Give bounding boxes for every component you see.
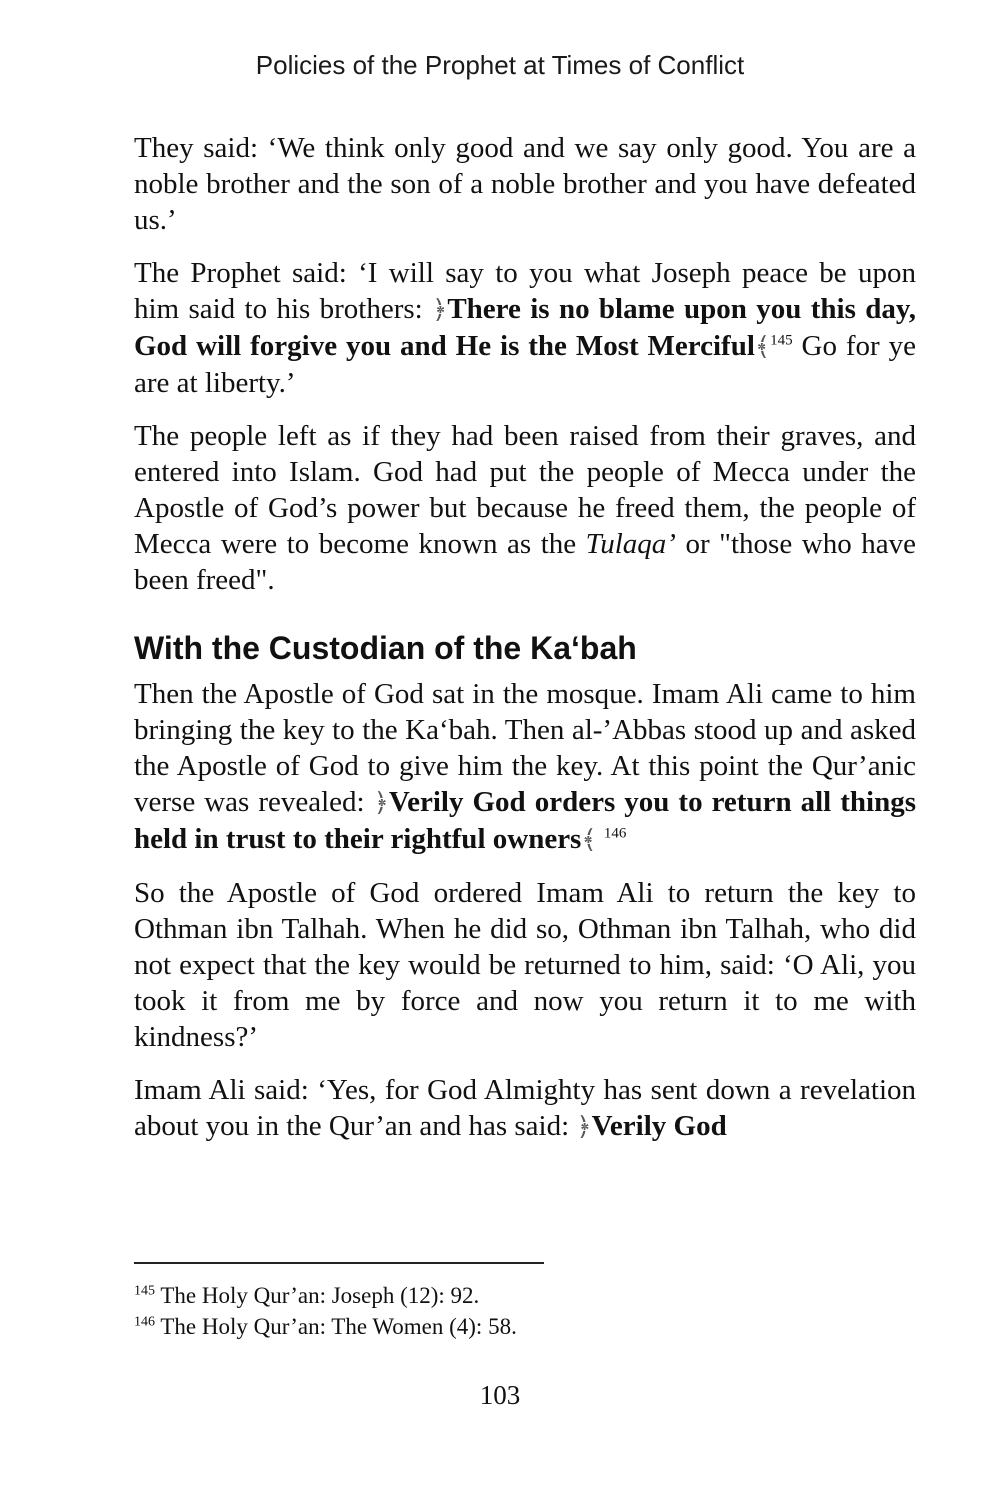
footnote-text: The Holy Qur’an: Joseph (12): 92. xyxy=(155,1283,480,1308)
paragraph-5: So the Apostle of God ordered Imam Ali to return the key to Othman ibn Talhah. When he did so, Othman ibn Talhah, who did not expect that the key would be returned to him, said: ‘O Ali, you took it from me by force and now you return it to me with kindness?’ xyxy=(134,877,916,1053)
footnote-number: 146 xyxy=(134,1314,155,1330)
paragraph-6 xyxy=(134,1072,916,1145)
paragraph-3 xyxy=(134,418,916,598)
footnote-number: 145 xyxy=(134,1283,155,1299)
paragraph-2-text: The Prophet said: ‘I will say to you what Joseph peace be upon him said to his brothers: xyxy=(134,257,916,325)
paragraph-6-text: Imam Ali said: ‘Yes, for God Almighty has sent down a revelation about you in the Qur’an and has said: xyxy=(134,1074,916,1142)
page-number: 103 xyxy=(479,1380,521,1410)
running-header: Policies of the Prophet at Times of Conflict xyxy=(255,50,745,80)
verse-open-ornament: ﴿ xyxy=(373,788,389,817)
italic-term: Tulaqa’ xyxy=(585,528,676,560)
verse-close-ornament: ﴾ xyxy=(581,825,597,854)
footnote-divider xyxy=(134,1262,544,1264)
quran-verse: Verily God xyxy=(591,1110,727,1142)
main-text xyxy=(134,130,916,1162)
footnote-145 xyxy=(134,1280,916,1311)
footnote-ref-145[interactable]: 145 xyxy=(770,332,793,349)
footnote-text: The Holy Qur’an: The Women (4): 58. xyxy=(155,1314,517,1339)
paragraph-4-text: Then the Apostle of God sat in the mosque. Imam Ali came to him bringing the key to the Ka‘bah. Then al-’Abbas stood up and asked the Apostle of God to give him the key. At this point the Qur’anic verse was revealed: xyxy=(134,678,916,818)
paragraph-4 xyxy=(134,676,916,858)
quran-verse: Verily God orders you to return all things held in trust to their rightful owners xyxy=(134,786,917,855)
verse-close-ornament: ﴾ xyxy=(754,332,771,361)
footnote-ref-146[interactable]: 146 xyxy=(603,825,627,842)
verse-open-ornament: ﴿ xyxy=(432,295,448,324)
paragraph-1: They said: ‘We think only good and we say only good. You are a noble brother and the son of a noble brother and you have defeated us.’ xyxy=(134,132,916,236)
footnote-146 xyxy=(134,1311,916,1342)
paragraph-3-text-after: or "those who have been freed". xyxy=(134,528,916,596)
paragraph-2-text-after: Go for ye are at liberty.’ xyxy=(134,330,916,399)
verse-open-ornament: ﴿ xyxy=(576,1112,592,1141)
paragraph-3-text: The people left as if they had been raised from their graves, and entered into Islam. God had put the people of Mecca under the Apostle of God’s power but because he freed them, the people of Mecca were to become known as the xyxy=(134,420,916,560)
section-heading: With the Custodian of the Ka‘bah xyxy=(134,630,637,666)
footnotes xyxy=(134,1280,916,1342)
quran-verse: There is no blame upon you this day, God will forgive you and He is the Most Merciful xyxy=(134,293,916,362)
paragraph-2 xyxy=(134,255,916,401)
